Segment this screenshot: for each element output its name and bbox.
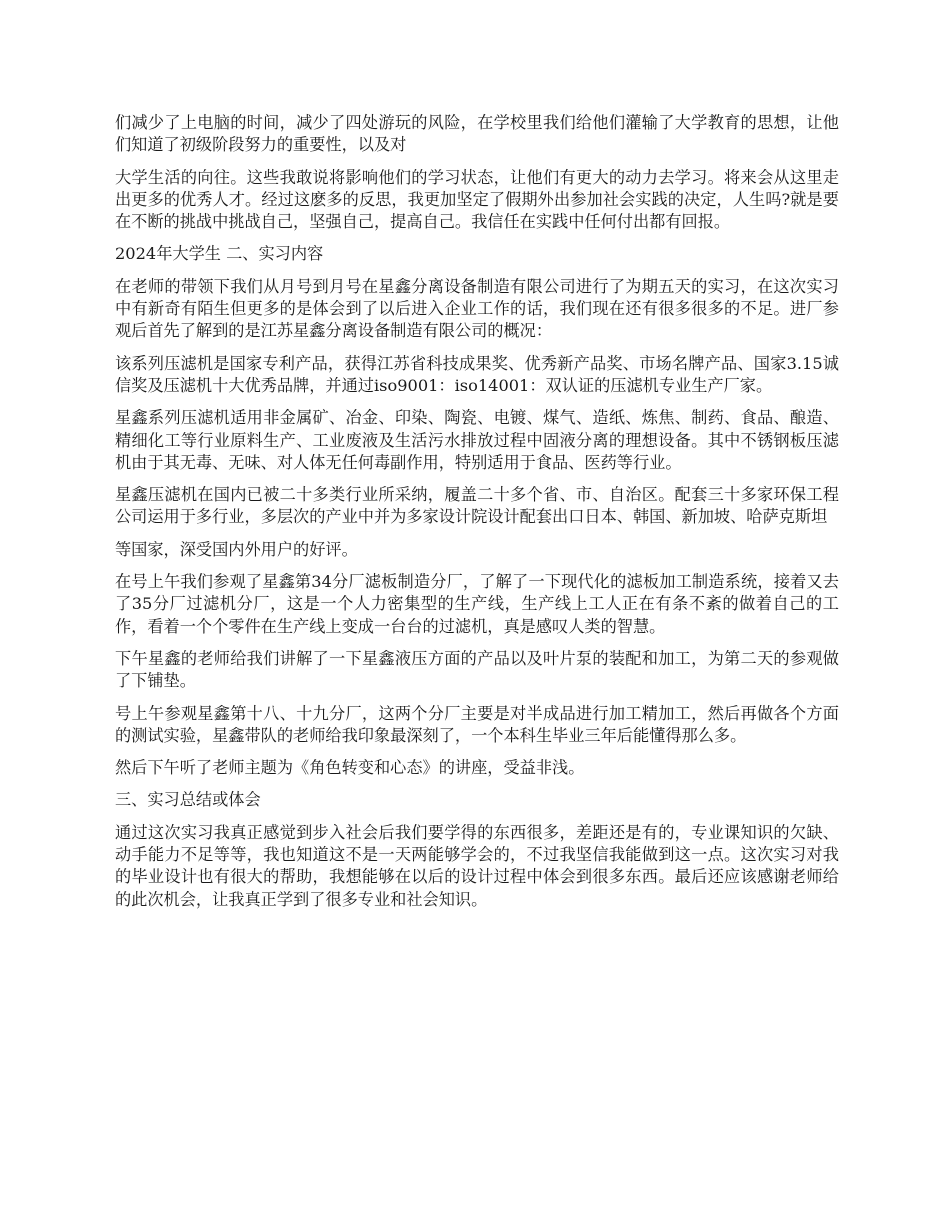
- paragraph-second-day: 号上午参观星鑫第十八、十九分厂，这两个分厂主要是对半成品进行加工精加工，然后再做各个方面的测试实验，星鑫带队的老师给我印象最深刻了，一个本科生毕业三年后能懂得那么多。: [115, 703, 839, 745]
- paragraph-product-awards: 该系列压滤机是国家专利产品，获得江苏省科技成果奖、优秀新产品奖、市场名牌产品、国家3.15诚信奖及压滤机十大优秀品牌，并通过iso9001：iso14001：双认证的压滤机专业生产厂家。: [115, 353, 839, 395]
- paragraph-company-visit: 在老师的带领下我们从月号到月号在星鑫分离设备制造有限公司进行了为期五天的实习，在这次实习中有新奇有陌生但更多的是体会到了以后进入企业工作的话，我们现在还有很多很多的不足。进厂参观后首先了解到的是江苏星鑫分离设备制造有限公司的概况：: [115, 276, 839, 341]
- paragraph-market-coverage: 星鑫压滤机在国内已被二十多类行业所采纳，履盖二十多个省、市、自治区。配套三十多家环保工程公司运用于多行业，多层次的产业中并为多家设计院设计配套出口日本、韩国、新加坡、哈萨克斯坦: [115, 485, 839, 527]
- section-heading-internship-content: 2024年大学生 二、实习内容: [115, 244, 324, 264]
- paragraph-reflection: 大学生活的向往。这些我敢说将影响他们的学习状态，让他们有更大的动力去学习。将来会从这里走出更多的优秀人才。经过这麽多的反思，我更加坚定了假期外出参加社会实践的决定，人生吗?就是要在不断的挑战中挑战自己，坚强自己，提高自己。我信任在实践中任何付出都有回报。: [115, 167, 839, 232]
- paragraph-summary: 通过这次实习我真正感觉到步入社会后我们要学得的东西很多，差距还是有的，专业课知识的欠缺、动手能力不足等等，我也知道这不是一天两能够学会的，不过我坚信我能做到这一点。这次实习对我的毕业设计也有很大的帮助，我想能够在以后的设计过程中体会到很多东西。最后还应该感谢老师给的此次机会，让我真正学到了很多专业和社会知识。: [115, 822, 839, 909]
- paragraph-intro-continued: 们减少了上电脑的时间，减少了四处游玩的风险，在学校里我们给他们灌输了大学教育的思想，让他们知道了初级阶段努力的重要性，以及对: [115, 113, 839, 155]
- paragraph-seminar: 然后下午听了老师主题为《角色转变和心态》的讲座，受益非浅。: [115, 758, 585, 778]
- paragraph-applications: 星鑫系列压滤机适用非金属矿、冶金、印染、陶瓷、电镀、煤气、造纸、炼焦、制药、食品、酿造、精细化工等行业原料生产、工业废液及生活污水排放过程中固液分离的理想设备。其中不锈钢板压滤机由于其无毒、无味、对人体无任何毒副作用，特别适用于食品、医药等行业。: [115, 408, 839, 472]
- paragraph-reputation: 等国家，深受国内外用户的好评。: [115, 539, 358, 559]
- paragraph-morning-visit: 在号上午我们参观了星鑫第34分厂滤板制造分厂，了解了一下现代化的滤板加工制造系统，接着又去了35分厂过滤机分厂，这是一个人力密集型的生产线，生产线上工人正在有条不紊的做着自己的工作，看着一个个零件在生产线上变成一台台的过滤机，真是感叹人类的智慧。: [115, 572, 839, 636]
- document-body: [115, 112, 839, 921]
- section-heading-summary: 三、实习总结或体会: [115, 790, 261, 810]
- paragraph-afternoon-lecture: 下午星鑫的老师给我们讲解了一下星鑫液压方面的产品以及叶片泵的装配和加工，为第二天的参观做了下铺垫。: [115, 648, 839, 691]
